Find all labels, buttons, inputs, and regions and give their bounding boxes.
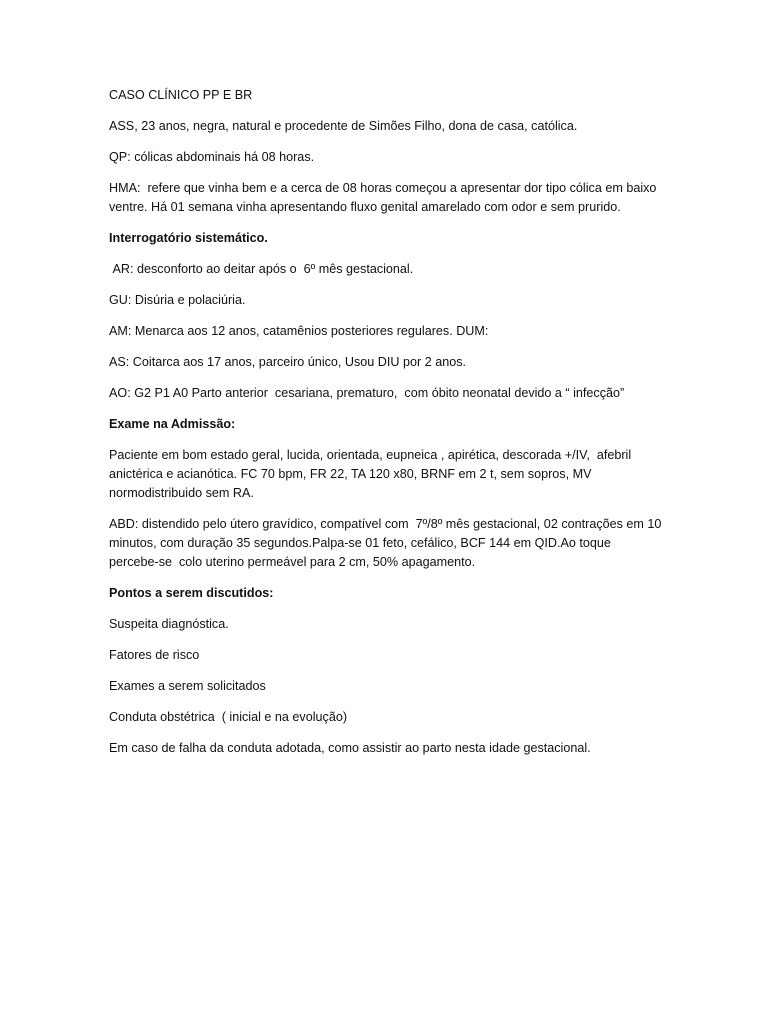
discussion-point: Exames a serem solicitados [109, 679, 266, 693]
discussion-point: Fatores de risco [109, 648, 200, 662]
document-title: CASO CLÍNICO PP E BR [109, 88, 253, 102]
genitourinary-review: GU: Disúria e polaciúria. [109, 293, 246, 307]
abdominal-exam: ABD: distendido pelo útero gravídico, compatível com 7º/8º mês gestacional, 02 contrações em 10 minutos, com duração 35 segundos.Palpa-se 01 feto, cefálico, BCF 144 em QID.Ao toque percebe-se colo uterino permeável para 2 cm, 50% apagamento. [109, 517, 665, 569]
document-body [109, 86, 664, 770]
menstrual-history: AM: Menarca aos 12 anos, catamênios posteriores regulares. DUM: [109, 324, 489, 338]
chief-complaint: QP: cólicas abdominais há 08 horas. [109, 150, 315, 164]
admission-exam-heading: Exame na Admissão: [109, 417, 236, 431]
history-present-illness: HMA: refere que vinha bem e a cerca de 08 horas começou a apresentar dor tipo cólica em baixo ventre. Há 01 semana vinha apresentando fluxo genital amarelado com odor e sem prurido. [109, 181, 660, 214]
sexual-history: AS: Coitarca aos 17 anos, parceiro único, Usou DIU por 2 anos. [109, 355, 467, 369]
discussion-point: Conduta obstétrica ( inicial e na evolução) [109, 710, 348, 724]
patient-identification: ASS, 23 anos, negra, natural e procedente de Simões Filho, dona de casa, católica. [109, 119, 578, 133]
respiratory-review: AR: desconforto ao deitar após o 6º mês gestacional. [109, 262, 414, 276]
discussion-point: Em caso de falha da conduta adotada, como assistir ao parto nesta idade gestacional. [109, 741, 591, 755]
systematic-review-heading: Interrogatório sistemático. [109, 231, 268, 245]
discussion-points-heading: Pontos a serem discutidos: [109, 586, 274, 600]
discussion-point: Suspeita diagnóstica. [109, 617, 229, 631]
general-exam: Paciente em bom estado geral, lucida, orientada, eupneica , apirética, descorada +/IV, afebril anictérica e acianótica. FC 70 bpm, FR 22, TA 120 x80, BRNF em 2 t, sem sopros, MV normodistribuido sem RA. [109, 448, 635, 500]
obstetric-history: AO: G2 P1 A0 Parto anterior cesariana, prematuro, com óbito neonatal devido a “ infecção” [109, 386, 625, 400]
